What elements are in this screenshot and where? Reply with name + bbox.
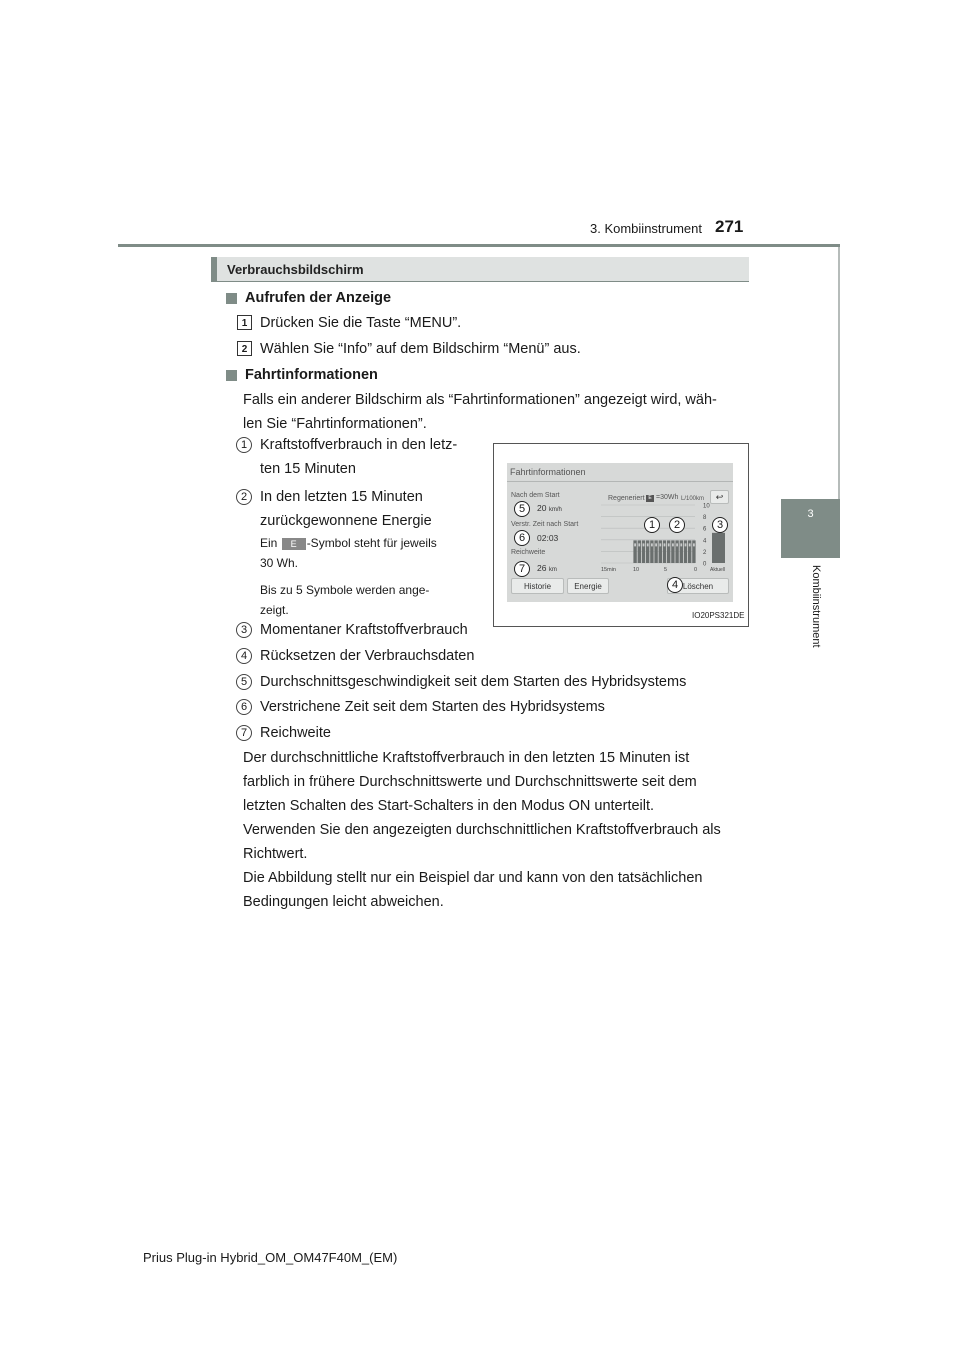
y-tick-label: 0 [703,561,707,568]
step-text: Drücken Sie die Taste “MENU”. [260,315,462,331]
subsection-heading-trip: Fahrtinformationen [226,363,378,387]
paragraph-line: Bedingungen leicht abweichen. [243,894,444,910]
energy-symbol-icon: E [282,538,306,550]
consumption-unit: L/100km [681,496,705,502]
item-text: Verstrichene Zeit seit dem Starten des Hybridsystems [260,699,605,715]
paragraph-line: Verwenden Sie den angezeigten durchschnittlichen Kraftstoffverbrauch als [243,822,721,838]
figure-callout: 2 [669,517,685,533]
item-text: Kraftstoffverbrauch in den letz- [260,437,458,453]
clear-button[interactable]: Löschen [667,578,729,594]
energy-mark [685,543,687,546]
intro-line: len Sie “Fahrtinformationen”. [243,416,427,432]
range-value: 26 km [537,563,557,573]
energy-mark [638,543,640,546]
item-text: zurückgewonnene Energie [260,513,432,529]
callout-number: 4 [236,648,252,664]
chapter-number: 3 [807,508,814,520]
energy-mark [634,543,636,546]
note-symbol-count: Bis zu 5 Symbole werden ange- [260,583,430,597]
section-title: Verbrauchsbildschirm [227,262,364,277]
chapter-tab[interactable] [781,499,840,558]
current-label: Aktuell [710,567,726,573]
range-label: Reichweite [511,549,546,556]
step-text: Wählen Sie “Info” auf dem Bildschirm “Menü” aus. [260,341,581,357]
x-tick-label: 0 [694,567,698,573]
x-tick-label: 5 [664,567,668,573]
x-tick-label: 10 [633,567,640,573]
section-reference: 3. Kombiinstrument [590,221,702,236]
energy-mark [672,543,674,546]
energy-mark [651,543,653,546]
section-title-bar [211,257,749,282]
item-text: Durchschnittsgeschwindigkeit seit dem Starten des Hybridsystems [260,674,687,690]
energy-mark [693,543,695,546]
paragraph-line: letzten Schalten des Start-Schalters in den Modus ON unterteilt. [243,798,655,814]
note-energy-symbol: Ein E -Symbol steht für jeweils [260,536,437,550]
chapter-label-text: Kombiinstrument [810,565,822,648]
item-text: Momentaner Kraftstoffverbrauch [260,622,468,638]
back-icon: ↩ [715,492,724,502]
item-text: Reichweite [260,725,331,741]
energy-mark [668,543,670,546]
note-energy-symbol: 30 Wh. [260,556,299,570]
figure-callout: 3 [712,517,728,533]
figure-callout: 1 [644,517,660,533]
current-consumption-bar [712,533,725,563]
paragraph-line: farblich in frühere Durchschnittswerte und Durchschnittswerte seit dem [243,774,697,790]
chapter-label [808,565,828,665]
energy-mark [643,543,645,546]
x-tick-label: 15min [601,567,616,573]
callout-number: 1 [236,437,252,453]
energy-mark [689,543,691,546]
energy-mark [647,543,649,546]
regen-value: =30Wh [656,494,679,501]
energy-mark [659,543,661,546]
item-text: In den letzten 15 Minuten [260,489,423,505]
subsection-heading-access: Aufrufen der Anzeige [226,286,391,310]
avg-speed-label: Nach dem Start [511,492,560,499]
y-tick-label: 2 [703,549,707,556]
energy-button[interactable]: Energie [567,578,609,594]
figure-callout: 7 [514,561,530,577]
energy-mark [676,543,678,546]
history-button[interactable]: Historie [511,578,564,594]
elapsed-value: 02:03 [537,533,559,543]
figure-callout: 5 [514,501,530,517]
figure-callout: 4 [667,577,683,593]
avg-speed-value: 20 km/h [537,503,562,513]
callout-number: 3 [236,622,252,638]
regen-label: Regeneriert [608,495,645,502]
item-text: ten 15 Minuten [260,461,356,477]
paragraph-line: Der durchschnittliche Kraftstoffverbrauch in den letzten 15 Minuten ist [243,750,690,766]
page-number: 271 [715,217,744,236]
note-symbol-count: zeigt. [260,603,289,617]
step-number: 1 [237,315,252,330]
header-rule [118,244,840,247]
figure-code: IO20PS321DE [692,611,745,620]
paragraph-line: Richtwert. [243,846,308,862]
square-bullet-icon [226,293,237,304]
footer-model: Prius Plug-in Hybrid_OM_OM47F40M_(EM) [143,1250,398,1265]
callout-number: 6 [236,699,252,715]
y-tick-label: 10 [703,503,710,510]
callout-number: 2 [236,489,252,505]
screen-title: Fahrtinformationen [510,467,586,477]
callout-number: 7 [236,725,252,741]
side-divider [838,247,840,499]
elapsed-label: Verstr. Zeit nach Start [511,521,579,528]
y-tick-label: 8 [703,515,707,522]
trip-info-screen [507,463,733,602]
energy-mark [655,543,657,546]
step-number: 2 [237,341,252,356]
y-tick-label: 4 [703,538,707,545]
energy-symbol-icon: E [646,495,654,502]
energy-mark [680,543,682,546]
paragraph-line: Die Abbildung stellt nur ein Beispiel dar und kann von den tatsächlichen [243,870,703,886]
item-text: Rücksetzen der Verbrauchsdaten [260,648,475,664]
figure-callout: 6 [514,530,530,546]
intro-line: Falls ein anderer Bildschirm als “Fahrtinformationen” angezeigt wird, wäh- [243,392,717,408]
callout-number: 5 [236,674,252,690]
square-bullet-icon [226,370,237,381]
y-tick-label: 6 [703,526,707,533]
energy-mark [664,543,666,546]
